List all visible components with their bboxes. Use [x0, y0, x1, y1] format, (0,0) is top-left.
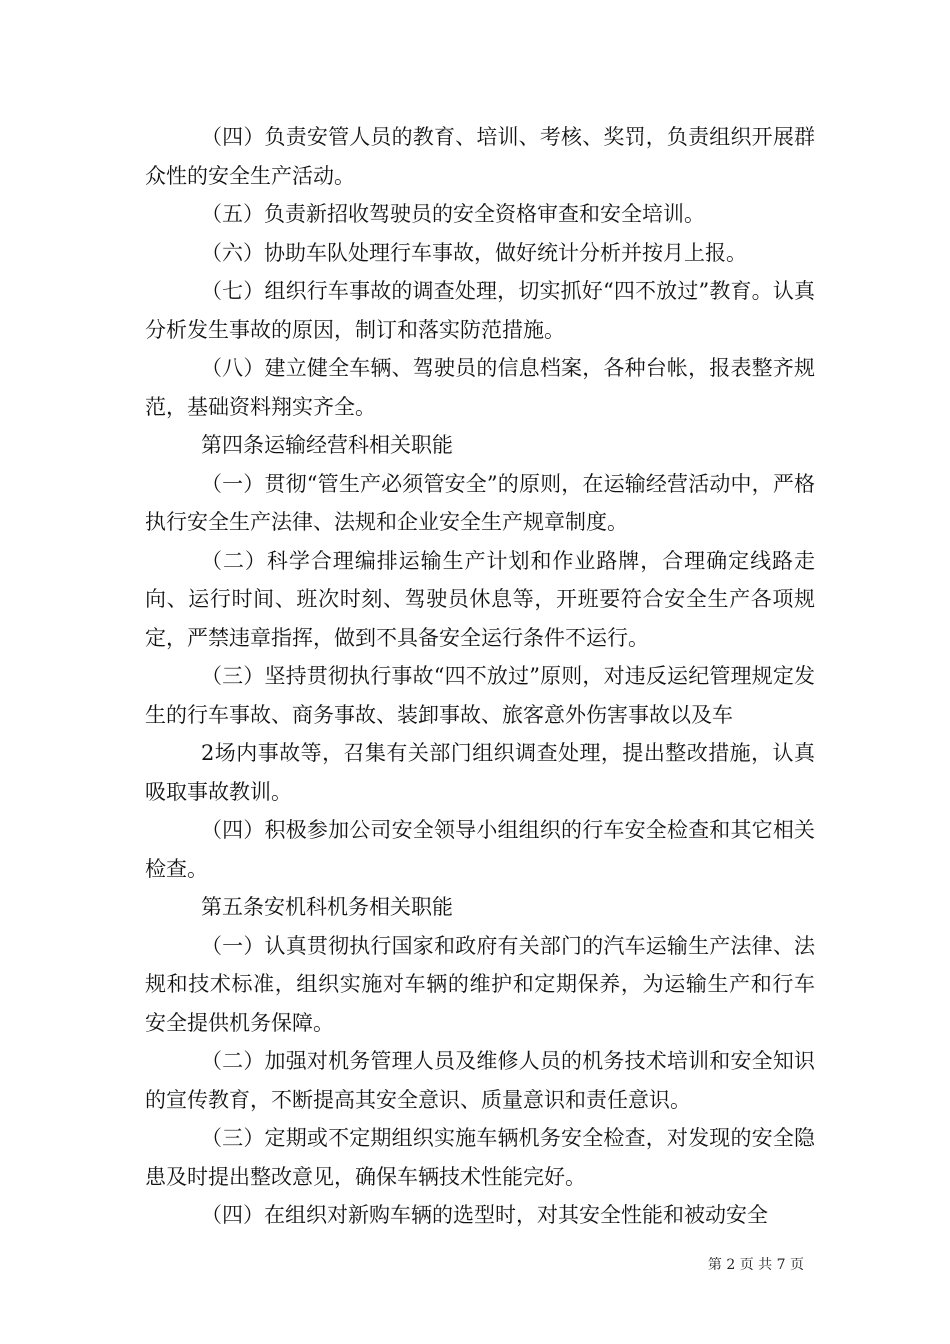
- section-heading: 第五条安机科机务相关职能: [201, 895, 453, 919]
- paragraph: （六）协助车队处理行车事故，做好统计分析并按月上报。: [201, 240, 747, 265]
- paragraph: （五）负责新招收驾驶员的安全资格审查和安全培训。: [201, 202, 705, 226]
- paragraph: （一）贯彻“管生产必须管安全”的原则，在运输经营活动中，严格执行安全生产法律、法规和企业安全生产规章制度。: [145, 471, 815, 534]
- page-number: 第 2 页 共 7 页: [707, 1257, 804, 1273]
- paragraph: （四）负责安管人员的教育、培训、考核、奖罚，负责组织开展群众性的安全生产活动。: [145, 125, 815, 188]
- section-heading: 第四条运输经营科相关职能: [201, 433, 453, 457]
- paragraph: （七）组织行车事故的调查处理，切实抓好“四不放过”教育。认真分析发生事故的原因，制订和落实防范措施。: [145, 279, 815, 342]
- paragraph: （二）科学合理编排运输生产计划和作业路牌，合理确定线路走向、运行时间、班次时刻、驾驶员休息等，开班要符合安全生产各项规定，严禁违章指挥，做到不具备安全运行条件不运行。: [145, 548, 815, 650]
- paragraph: （三）定期或不定期组织实施车辆机务安全检查，对发现的安全隐患及时提出整改意见，确保车辆技术性能完好。: [145, 1126, 815, 1189]
- document-body: [145, 118, 815, 1235]
- paragraph: （八）建立健全车辆、驾驶员的信息档案，各种台帐，报表整齐规范，基础资料翔实齐全。: [145, 356, 815, 419]
- paragraph: 2场内事故等，召集有关部门组织调查处理，提出整改措施，认真吸取事故教训。: [145, 741, 815, 804]
- paragraph: （四）在组织对新购车辆的选型时，对其安全性能和被动安全: [201, 1203, 768, 1227]
- paragraph: （二）加强对机务管理人员及维修人员的机务技术培训和安全知识的宣传教育，不断提高其安全意识、质量意识和责任意识。: [145, 1049, 815, 1112]
- paragraph: （一）认真贯彻执行国家和政府有关部门的汽车运输生产法律、法规和技术标准，组织实施对车辆的维护和定期保养，为运输生产和行车安全提供机务保障。: [145, 933, 815, 1035]
- paragraph: （三）坚持贯彻执行事故“四不放过”原则，对违反运纪管理规定发生的行车事故、商务事故、装卸事故、旅客意外伤害事故以及车: [145, 664, 815, 727]
- paragraph: （四）积极参加公司安全领导小组组织的行车安全检查和其它相关检查。: [145, 818, 815, 881]
